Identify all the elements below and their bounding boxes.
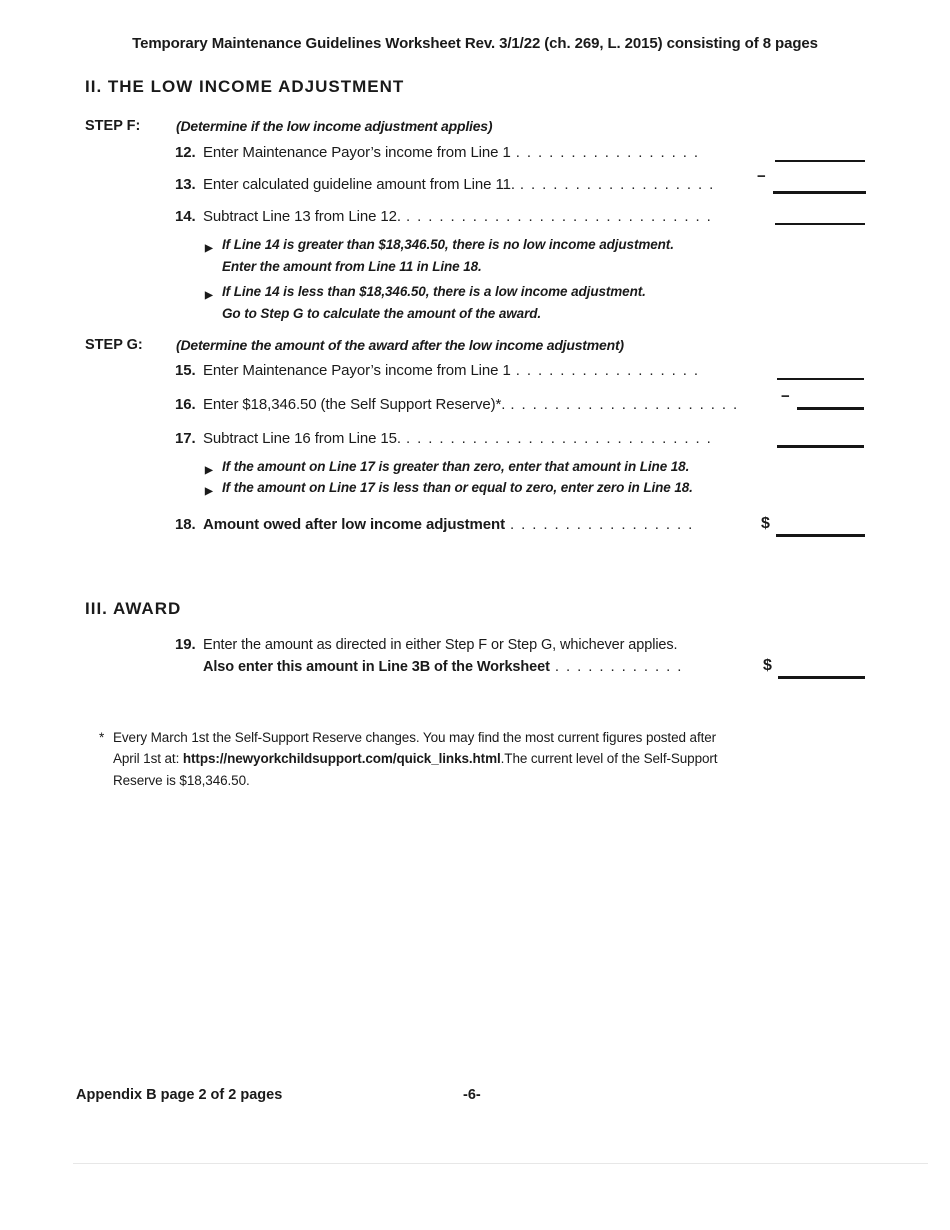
line-14-dot-leader: . . . . . . . . . . . . . . . . . . . . . . . . . . . . [405,208,711,225]
line-17-number: 17. [175,430,196,447]
step-f-bullet-2 [205,281,646,325]
step-f-bullet-1 [205,234,674,278]
line-18-number: 18. [175,516,196,533]
line-19-dollar-sign: $ [763,657,772,674]
step-f-description: (Determine if the low income adjustment applies) [176,118,493,134]
line-14-blank-field [775,223,865,225]
line-16-number: 16. [175,396,196,413]
section-3-title: III. AWARD [85,599,182,618]
line-19-number: 19. [175,636,196,653]
form-line-15 [175,362,761,379]
document-title: Temporary Maintenance Guidelines Worksheet Rev. 3/1/22 (ch. 269, L. 2015) consisting of 8 pages [132,35,818,52]
footnote-line-3: Reserve is $18,346.50. [113,772,250,788]
step-f-bullet-1-line-1: If Line 14 is greater than $18,346.50, there is no low income adjustment. [222,237,674,252]
step-g-bullet-2-line-1: If the amount on Line 17 is less than or equal to zero, enter zero in Line 18. [222,480,693,495]
line-18-dot-leader: . . . . . . . . . . . . . . . . . [509,516,693,533]
bullet-triangle-icon: ▶ [205,290,213,301]
step-f-bullet-2-line-2: Go to Step G to calculate the amount of the award. [222,306,542,321]
form-line-12 [175,144,761,161]
section-2-title: II. THE LOW INCOME ADJUSTMENT [85,77,405,96]
line-19-blank-field [778,676,865,679]
line-16-blank-field [797,407,864,410]
line-15-text: Enter Maintenance Payor’s income from Line 1 [203,362,511,379]
step-f-bullet-1-line-2: Enter the amount from Line 11 in Line 18. [222,259,482,274]
line-13-minus-operator: − [757,168,766,185]
line-15-blank-field [777,378,864,380]
line-12-dot-leader: . . . . . . . . . . . . . . . . . [515,144,698,161]
step-g-description: (Determine the amount of the award after the low income adjustment) [176,337,624,353]
footnote-line-2 [113,748,717,769]
line-12-blank-field [775,160,865,162]
line-13-blank-field [773,191,866,194]
form-line-19-row-1 [175,636,761,653]
line-19-dot-leader: . . . . . . . . . . . . [554,658,682,675]
line-16-minus-operator: − [781,388,790,405]
form-line-17 [175,430,761,447]
appendix-footer-label: Appendix B page 2 of 2 pages [76,1087,283,1103]
step-f-bullet-2-line-1: If Line 14 is less than $18,346.50, there is a low income adjustment. [222,284,646,299]
line-17-blank-field [777,445,864,448]
line-19-text-2: Also enter this amount in Line 3B of the Worksheet [203,659,550,675]
form-line-13 [175,176,761,193]
line-18-dollar-sign: $ [761,515,770,532]
line-15-dot-leader: . . . . . . . . . . . . . . . . . [515,362,698,379]
page-bottom-divider [73,1163,928,1164]
step-f-label: STEP F: [85,118,141,134]
footnote-line-1: Every March 1st the Self-Support Reserve changes. You may find the most current figures posted after [113,730,717,745]
line-17-dot-leader: . . . . . . . . . . . . . . . . . . . . . . . . . . . . [405,430,711,447]
line-18-blank-field [776,534,865,537]
line-12-number: 12. [175,144,196,161]
step-g-label: STEP G: [85,337,143,353]
line-12-text: Enter Maintenance Payor’s income from Line 1 [203,144,511,161]
footnote-url-link[interactable]: https://newyorkchildsupport.com/quick_links.html [182,751,501,767]
step-g-bullet-1-line-1: If the amount on Line 17 is greater than zero, enter that amount in Line 18. [222,459,690,474]
bullet-triangle-icon: ▶ [205,243,213,254]
bullet-triangle-icon: ▶ [205,465,213,476]
form-line-18 [175,516,761,533]
line-15-number: 15. [175,362,196,379]
line-13-text: Enter calculated guideline amount from Line 11. [203,176,515,193]
line-18-text: Amount owed after low income adjustment [203,516,505,533]
line-19-text-1: Enter the amount as directed in either Step F or Step G, whichever applies. [203,637,678,653]
line-14-text: Subtract Line 13 from Line 12. [203,208,401,225]
form-line-19-row-2 [175,658,761,675]
step-g-bullet-2 [205,477,693,499]
footnote-line-2-suffix: .The current level of the Self-Support [500,751,718,767]
footnote-asterisk: * [99,730,105,745]
page-number: -6- [463,1087,481,1103]
line-14-number: 14. [175,208,196,225]
line-16-dot-leader: . . . . . . . . . . . . . . . . . . . . . [510,396,738,413]
bullet-triangle-icon: ▶ [205,486,213,497]
footnote-line-2-prefix: April 1st at: [113,751,183,767]
line-13-dot-leader: . . . . . . . . . . . . . . . . . . [519,176,714,193]
footnote [113,727,717,791]
form-line-14 [175,208,761,225]
line-17-text: Subtract Line 16 from Line 15. [203,430,401,447]
line-16-text: Enter $18,346.50 (the Self Support Reserve)*. [203,396,506,413]
line-13-number: 13. [175,176,196,193]
step-g-bullet-1 [205,456,689,478]
form-line-16 [175,396,761,413]
